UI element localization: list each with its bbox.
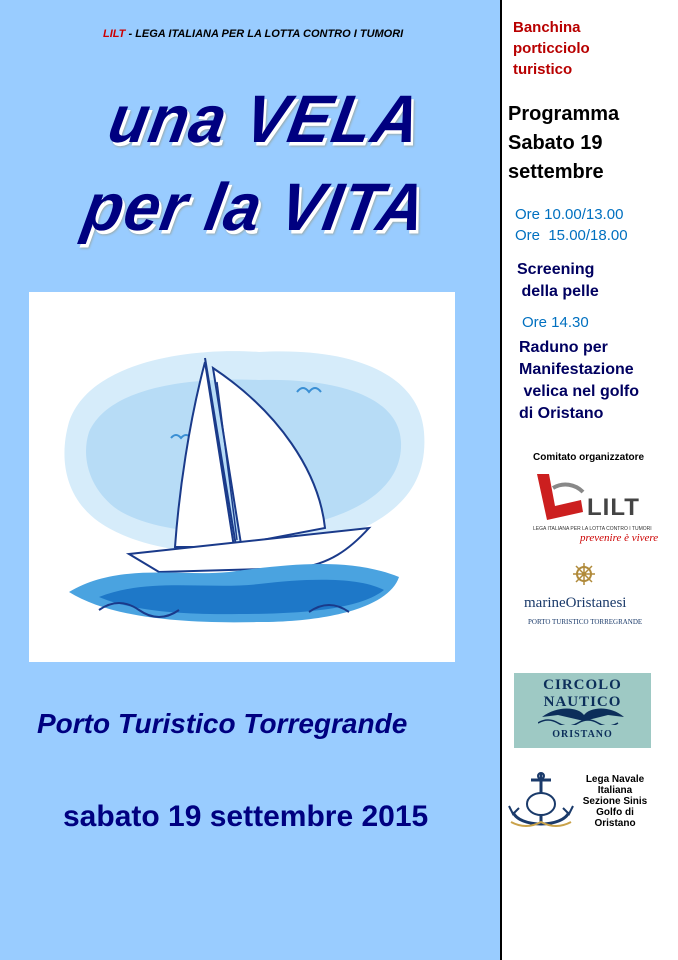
swimmer-icon (538, 701, 628, 725)
raduno-line-4: di Oristano (519, 405, 604, 422)
lilt-abbr: LILT (103, 28, 126, 40)
raduno-block (519, 337, 639, 425)
sailboat-picture (29, 292, 455, 662)
lega-line-1: Lega Navale (585, 774, 645, 785)
location-line-3: turistico (513, 61, 573, 78)
lega-line-4: Golfo di (596, 807, 634, 818)
marine-oristanesi-logo (520, 560, 660, 632)
programma-block (508, 100, 619, 187)
title-line-2: per la VITA (78, 169, 433, 245)
sailboat-icon (29, 292, 455, 662)
raduno-time: Ore 14.30 (522, 314, 589, 331)
anchor-emblem-icon (505, 772, 577, 834)
circolo-city: ORISTANO (552, 729, 613, 740)
marine-subtitle: PORTO TURISTICO TORREGRANDE (528, 618, 643, 626)
raduno-line-3: velica nel golfo (519, 383, 640, 400)
comitato-label: Comitato organizzatore (533, 452, 645, 463)
times-block (515, 204, 628, 246)
lega-line-5: Oristano (594, 818, 636, 829)
time-afternoon: Ore 15.00/18.00 (515, 227, 628, 244)
circolo-name: CIRCOLO NAUTICO (543, 677, 622, 710)
screening-block (517, 259, 599, 303)
lilt-mark-icon (529, 470, 589, 526)
programma-line-2: Sabato 19 (508, 132, 603, 154)
lega-navale-logo (505, 772, 577, 834)
programma-line-3: settembre (508, 161, 604, 183)
circolo-nautico-logo (514, 673, 651, 748)
venue-name: Porto Turistico Torregrande (37, 708, 408, 739)
lega-line-3: Sezione Sinis (582, 796, 648, 807)
title-line-1: una VELA (103, 81, 427, 157)
location-line-1: Banchina (513, 19, 581, 36)
lilt-header (103, 28, 403, 40)
raduno-line-2: Manifestazione (519, 361, 634, 378)
location-block (513, 17, 590, 80)
ship-wheel-icon (572, 562, 596, 586)
lega-navale-text (580, 774, 650, 829)
lega-line-2: Italiana (597, 785, 633, 796)
raduno-line-1: Raduno per (519, 339, 608, 356)
vertical-divider (500, 0, 502, 960)
lilt-slogan: prevenire è vivere (580, 532, 659, 544)
programma-line-1: Programma (508, 103, 620, 125)
marine-wordmark: marineOristanesi (524, 595, 627, 611)
lilt-dash: - (125, 28, 136, 40)
lilt-wordmark: LILT (587, 494, 640, 521)
time-morning: Ore 10.00/13.00 (515, 206, 624, 223)
screening-line-1: Screening (517, 261, 595, 278)
lilt-full-name: LEGA ITALIANA PER LA LOTTA CONTRO I TUMORI (135, 28, 404, 40)
lilt-logo-subtitle: LEGA ITALIANA PER LA LOTTA CONTRO I TUMORI (533, 526, 652, 532)
location-line-2: porticciolo (513, 40, 590, 57)
lilt-logo (525, 468, 659, 546)
event-date: sabato 19 settembre 2015 (63, 800, 429, 833)
screening-line-2: della pelle (517, 283, 599, 300)
